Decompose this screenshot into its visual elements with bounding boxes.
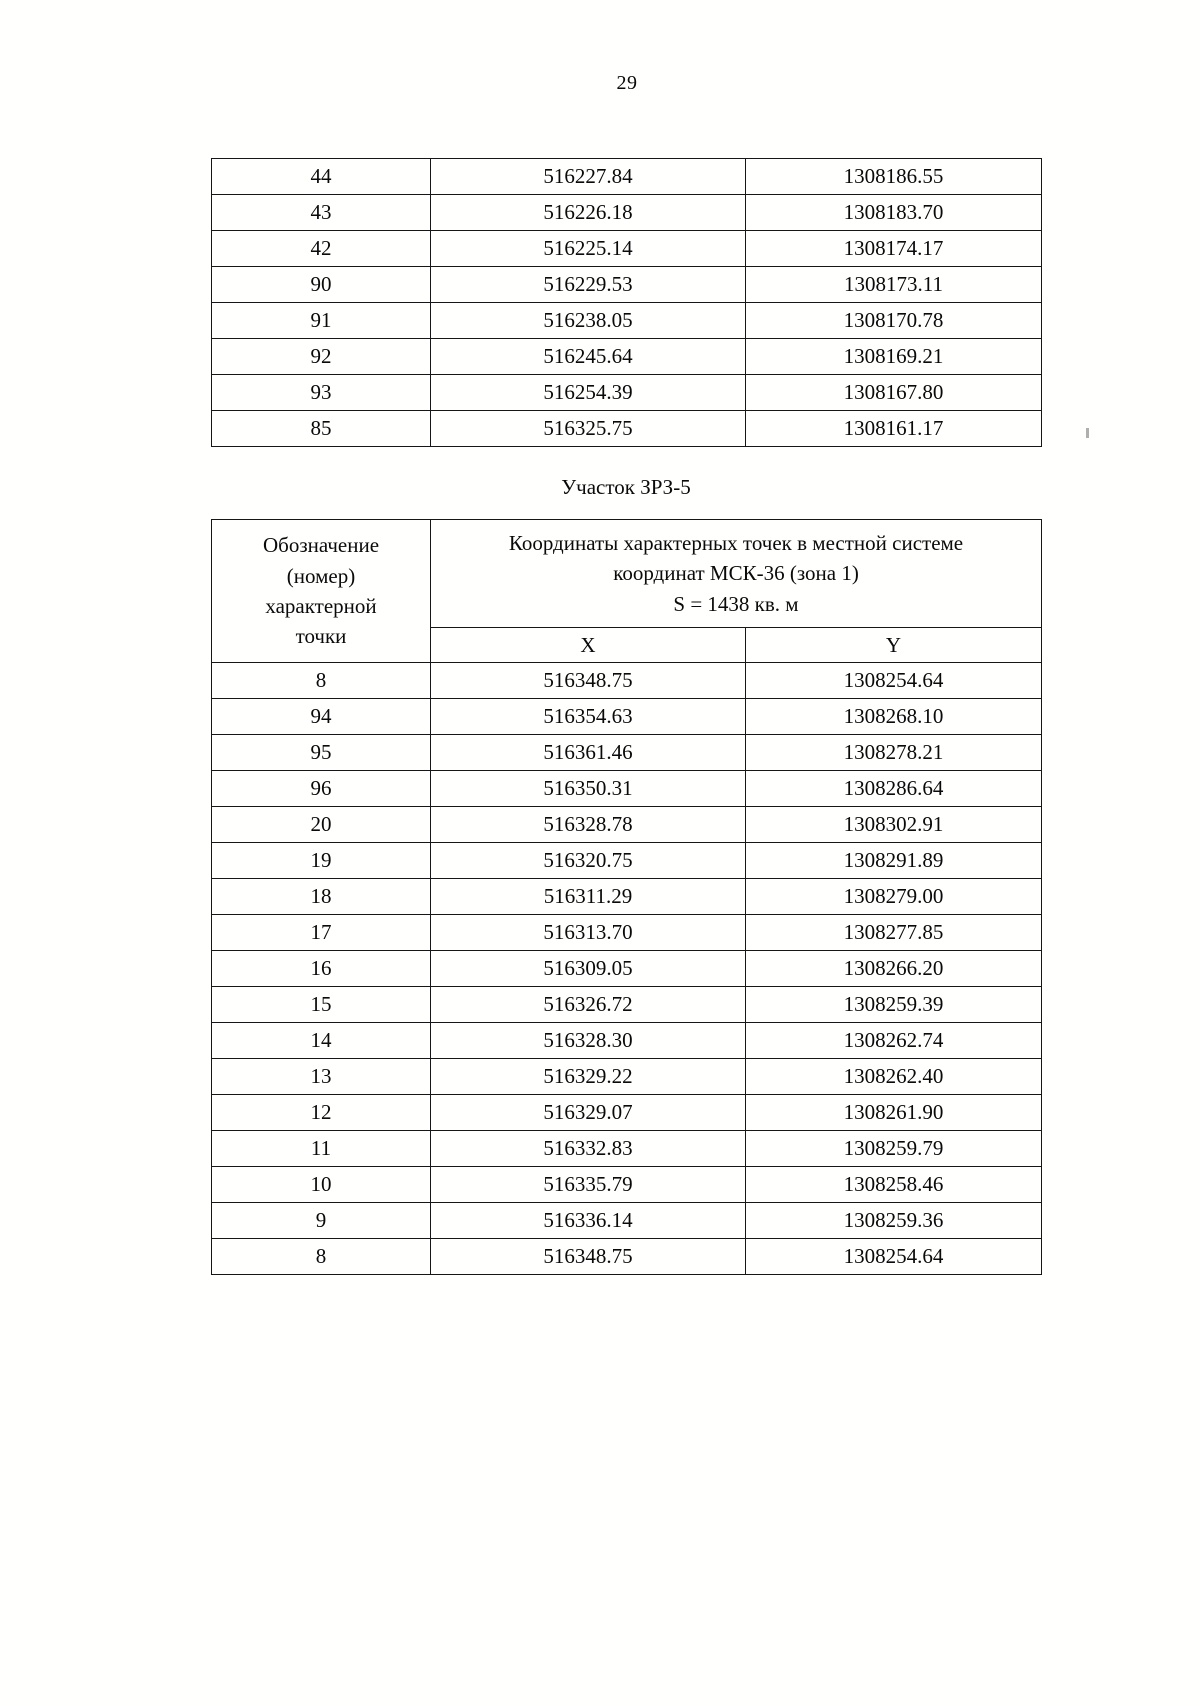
table-cell: 10 xyxy=(212,1167,431,1203)
table-cell: 516328.78 xyxy=(431,807,746,843)
table-cell: 1308161.17 xyxy=(746,411,1042,447)
table-row xyxy=(212,195,1042,231)
table-row xyxy=(212,1095,1042,1131)
table-cell: 92 xyxy=(212,339,431,375)
table-cell: 1308262.40 xyxy=(746,1059,1042,1095)
table-cell: 516227.84 xyxy=(431,159,746,195)
table-cell: 516245.64 xyxy=(431,339,746,375)
header-line: (номер) xyxy=(286,563,356,588)
table-cell: 516311.29 xyxy=(431,879,746,915)
table-row xyxy=(212,1131,1042,1167)
header-coordinates-title xyxy=(431,520,1042,628)
table-cell: 516328.30 xyxy=(431,1023,746,1059)
table-cell: 516226.18 xyxy=(431,195,746,231)
table-cell: 1308169.21 xyxy=(746,339,1042,375)
table-cell: 19 xyxy=(212,843,431,879)
table-cell: 11 xyxy=(212,1131,431,1167)
table-row xyxy=(212,771,1042,807)
table-cell: 90 xyxy=(212,267,431,303)
table-row xyxy=(212,411,1042,447)
table-cell: 516348.75 xyxy=(431,1239,746,1275)
table-cell: 1308259.79 xyxy=(746,1131,1042,1167)
header-line: Обозначение xyxy=(262,533,380,558)
table-cell: 516329.22 xyxy=(431,1059,746,1095)
table-cell: 516238.05 xyxy=(431,303,746,339)
table-cell: 516325.75 xyxy=(431,411,746,447)
table-row xyxy=(212,267,1042,303)
table-cell: 1308259.36 xyxy=(746,1203,1042,1239)
table-cell: 1308254.64 xyxy=(746,663,1042,699)
table-cell: 14 xyxy=(212,1023,431,1059)
table-cell: 516336.14 xyxy=(431,1203,746,1239)
header-point-designation xyxy=(212,520,431,663)
table-cell: 1308170.78 xyxy=(746,303,1042,339)
table-cell: 43 xyxy=(212,195,431,231)
table-cell: 1308262.74 xyxy=(746,1023,1042,1059)
table-cell: 516354.63 xyxy=(431,699,746,735)
table-cell: 1308259.39 xyxy=(746,987,1042,1023)
page-number: 29 xyxy=(616,72,638,94)
table-row xyxy=(212,699,1042,735)
table-cell: 516329.07 xyxy=(431,1095,746,1131)
table-cell: 516254.39 xyxy=(431,375,746,411)
table-cell: 20 xyxy=(212,807,431,843)
table-cell: 18 xyxy=(212,879,431,915)
table-cell: 1308167.80 xyxy=(746,375,1042,411)
scan-artifact xyxy=(1086,428,1089,438)
table-cell: 516229.53 xyxy=(431,267,746,303)
table-cell: 1308286.64 xyxy=(746,771,1042,807)
table-row xyxy=(212,1239,1042,1275)
coordinates-table-continued xyxy=(211,158,1042,447)
table-cell: 1308258.46 xyxy=(746,1167,1042,1203)
table-cell: 1308279.00 xyxy=(746,879,1042,915)
table-cell: 8 xyxy=(212,663,431,699)
table-cell: 516225.14 xyxy=(431,231,746,267)
header-line: S = 1438 кв. м xyxy=(673,591,799,616)
table-cell: 8 xyxy=(212,1239,431,1275)
table-cell: 16 xyxy=(212,951,431,987)
header-line: характерной xyxy=(265,594,377,618)
table-cell: 1308186.55 xyxy=(746,159,1042,195)
table-row xyxy=(212,807,1042,843)
table-cell: 1308266.20 xyxy=(746,951,1042,987)
table-row xyxy=(212,735,1042,771)
table-cell: 516335.79 xyxy=(431,1167,746,1203)
table-cell: 516361.46 xyxy=(431,735,746,771)
header-x: X xyxy=(431,628,746,663)
table-row xyxy=(212,303,1042,339)
table-cell: 516309.05 xyxy=(431,951,746,987)
table-cell: 1308254.64 xyxy=(746,1239,1042,1275)
table-row xyxy=(212,375,1042,411)
table-row xyxy=(212,987,1042,1023)
table-cell: 516350.31 xyxy=(431,771,746,807)
table-cell: 1308261.90 xyxy=(746,1095,1042,1131)
table-row xyxy=(212,159,1042,195)
table-cell: 12 xyxy=(212,1095,431,1131)
table-cell: 1308173.11 xyxy=(746,267,1042,303)
table-cell: 516313.70 xyxy=(431,915,746,951)
header-y: Y xyxy=(746,628,1042,663)
table-row xyxy=(212,1203,1042,1239)
table-cell: 91 xyxy=(212,303,431,339)
table-cell: 1308278.21 xyxy=(746,735,1042,771)
coordinates-table-zrz5 xyxy=(211,519,1042,1275)
table-row xyxy=(212,951,1042,987)
table-row xyxy=(212,231,1042,267)
header-line: координат МСК-36 (зона 1) xyxy=(613,561,859,586)
table-row xyxy=(212,663,1042,699)
header-line: Координаты характерных точек в местной системе xyxy=(508,530,964,555)
table-row xyxy=(212,843,1042,879)
table-row xyxy=(212,915,1042,951)
table-cell: 17 xyxy=(212,915,431,951)
table-row xyxy=(212,339,1042,375)
table-row xyxy=(212,1059,1042,1095)
table-cell: 93 xyxy=(212,375,431,411)
table-cell: 1308277.85 xyxy=(746,915,1042,951)
table-cell: 1308174.17 xyxy=(746,231,1042,267)
table-cell: 15 xyxy=(212,987,431,1023)
table-cell: 13 xyxy=(212,1059,431,1095)
table-cell: 1308268.10 xyxy=(746,699,1042,735)
table-cell: 95 xyxy=(212,735,431,771)
table-cell: 9 xyxy=(212,1203,431,1239)
table-cell: 85 xyxy=(212,411,431,447)
header-line: точки xyxy=(295,624,347,649)
table-row xyxy=(212,1167,1042,1203)
table-header-row xyxy=(212,520,1042,628)
section-title: Участок ЗРЗ-5 xyxy=(561,475,691,499)
table-cell: 1308183.70 xyxy=(746,195,1042,231)
table-cell: 516320.75 xyxy=(431,843,746,879)
table-cell: 516326.72 xyxy=(431,987,746,1023)
table-cell: 516332.83 xyxy=(431,1131,746,1167)
table-cell: 96 xyxy=(212,771,431,807)
table-cell: 1308291.89 xyxy=(746,843,1042,879)
table-cell: 516348.75 xyxy=(431,663,746,699)
table-cell: 44 xyxy=(212,159,431,195)
table-cell: 42 xyxy=(212,231,431,267)
table-row xyxy=(212,879,1042,915)
table-row xyxy=(212,1023,1042,1059)
table-cell: 94 xyxy=(212,699,431,735)
table-cell: 1308302.91 xyxy=(746,807,1042,843)
